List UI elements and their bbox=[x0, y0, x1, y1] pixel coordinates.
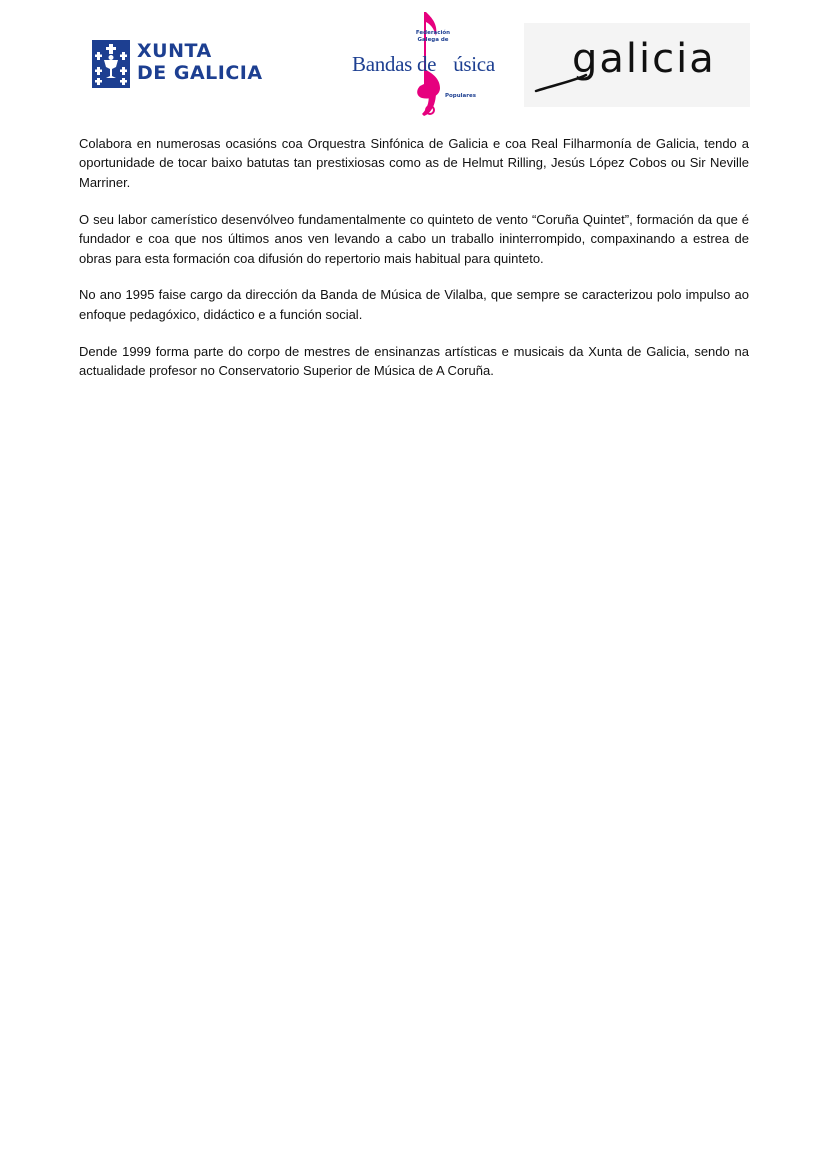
galicia-logo bbox=[524, 23, 750, 107]
bandas-logo-main-text bbox=[352, 52, 495, 77]
galicia-logo-word: galicia bbox=[572, 36, 716, 82]
bandas-logo-galega-text: Galega de bbox=[417, 37, 449, 43]
bandas-logo-federacion bbox=[413, 30, 453, 44]
paragraph-2: O seu labor camerístico desenvólveo fundamentalmente co quinteto de vento “Coruña Quintet”, formación da que é fundador e coa que nos últimos anos ven levando a cabo un traballo ininterrompido, compaxinando a estrea de obras para esta formación coa difusión do repertorio mais habitual para quinteto. bbox=[79, 211, 749, 266]
xunta-logo-line2: DE GALICIA bbox=[137, 62, 263, 84]
bandas-logo-main-left: Bandas de bbox=[352, 52, 437, 76]
xunta-de-galicia-logo bbox=[92, 40, 263, 88]
page-header bbox=[0, 0, 827, 125]
xunta-shield-icon bbox=[92, 40, 130, 88]
xunta-logo-text bbox=[137, 40, 263, 84]
paragraph-4: Dende 1999 forma parte do corpo de mestres de ensinanzas artísticas e musicais da Xunta de Galicia, sendo na actualidade profesor no Conservatorio Superior de Música de A Coruña. bbox=[79, 343, 749, 379]
xunta-logo-line1: XUNTA bbox=[137, 40, 212, 62]
bandas-logo-federacion-text: Federación bbox=[415, 30, 451, 36]
paragraph-1: Colabora en numerosas ocasións coa Orquestra Sinfónica de Galicia e coa Real Filharmonía de Galicia, tendo a oportunidade de tocar baixo batutas tan prestixiosas como as de Helmut Rilling, Jesús López Cobos ou Sir Neville Marriner. bbox=[79, 136, 749, 190]
bandas-logo-populares: Populares bbox=[445, 93, 476, 99]
paragraph-3: No ano 1995 faise cargo da dirección da Banda de Música de Vilalba, que sempre se caracterizou polo impulso ao enfoque pedagóxico, didáctico e a función social. bbox=[79, 287, 749, 322]
bandas-de-musica-logo bbox=[350, 10, 495, 118]
bandas-logo-main-right: úsica bbox=[453, 52, 495, 76]
document-body bbox=[79, 134, 749, 398]
